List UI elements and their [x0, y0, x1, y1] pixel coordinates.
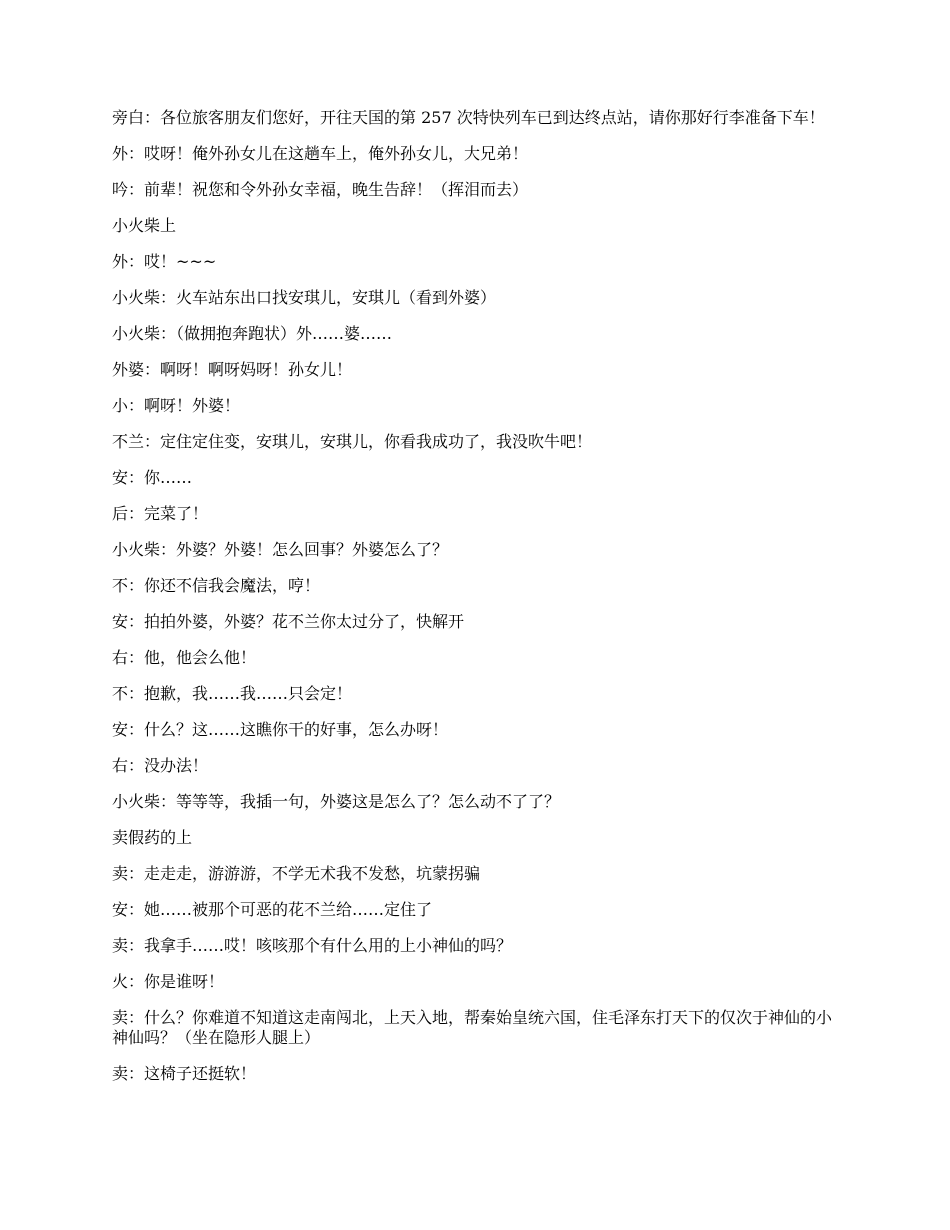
stage-direction: 小火柴上 — [112, 216, 177, 235]
script-line: 外婆：啊呀！啊呀妈呀！孙女儿！ — [112, 360, 353, 379]
script-line: 卖：什么？你难道不知道这走南闯北，上天入地，帮秦始皇统六国，住毛泽东打天下的仅次于神仙的小神仙吗？（坐在隐形人腿上） — [112, 1008, 833, 1047]
script-line: 安：拍拍外婆，外婆？花不兰你太过分了，快解开 — [112, 612, 465, 631]
script-line: 右：他，他会么他！ — [112, 648, 257, 667]
script-document — [112, 108, 842, 1100]
script-line: 小火柴：等等等，我插一句，外婆这是怎么了？怎么动不了了？ — [112, 792, 561, 811]
script-line: 不兰：定住定住变，安琪儿，安琪儿，你看我成功了，我没吹牛吧！ — [112, 432, 593, 451]
script-line: 安：她……被那个可恶的花不兰给……定住了 — [112, 900, 433, 919]
script-line: 小：啊呀！外婆！ — [112, 396, 241, 415]
stage-direction: 卖假药的上 — [112, 828, 193, 847]
script-line: 卖：我拿手……哎！咳咳那个有什么用的上小神仙的吗？ — [112, 936, 513, 955]
script-line: 外：哎呀！俺外孙女儿在这趟车上，俺外孙女儿，大兄弟！ — [112, 144, 529, 163]
script-line: 右：没办法！ — [112, 756, 209, 775]
script-line: 外：哎！~~~ — [112, 252, 217, 271]
script-line: 吟：前辈！祝您和令外孙女幸福，晚生告辞！（挥泪而去） — [112, 180, 529, 199]
script-line: 卖：走走走，游游游，不学无术我不发愁，坑蒙拐骗 — [112, 864, 481, 883]
script-line: 不：抱歉，我……我……只会定！ — [112, 684, 353, 703]
script-line: 火：你是谁呀！ — [112, 972, 225, 991]
script-line: 后：完菜了！ — [112, 504, 209, 523]
script-line: 小火柴：外婆？外婆！怎么回事？外婆怎么了？ — [112, 540, 449, 559]
script-line: 安：什么？这……这瞧你干的好事，怎么办呀！ — [112, 720, 449, 739]
script-line: 小火柴：火车站东出口找安琪儿，安琪儿（看到外婆） — [112, 288, 497, 307]
script-line: 小火柴：（做拥抱奔跑状）外……婆…… — [112, 324, 393, 343]
script-line: 安：你…… — [112, 468, 193, 487]
script-line: 不：你还不信我会魔法，哼！ — [112, 576, 321, 595]
script-line: 旁白：各位旅客朋友们您好，开往天国的第 257 次特快列车已到达终点站，请你那好行李准备下车！ — [112, 108, 825, 127]
script-line: 卖：这椅子还挺软！ — [112, 1064, 257, 1083]
